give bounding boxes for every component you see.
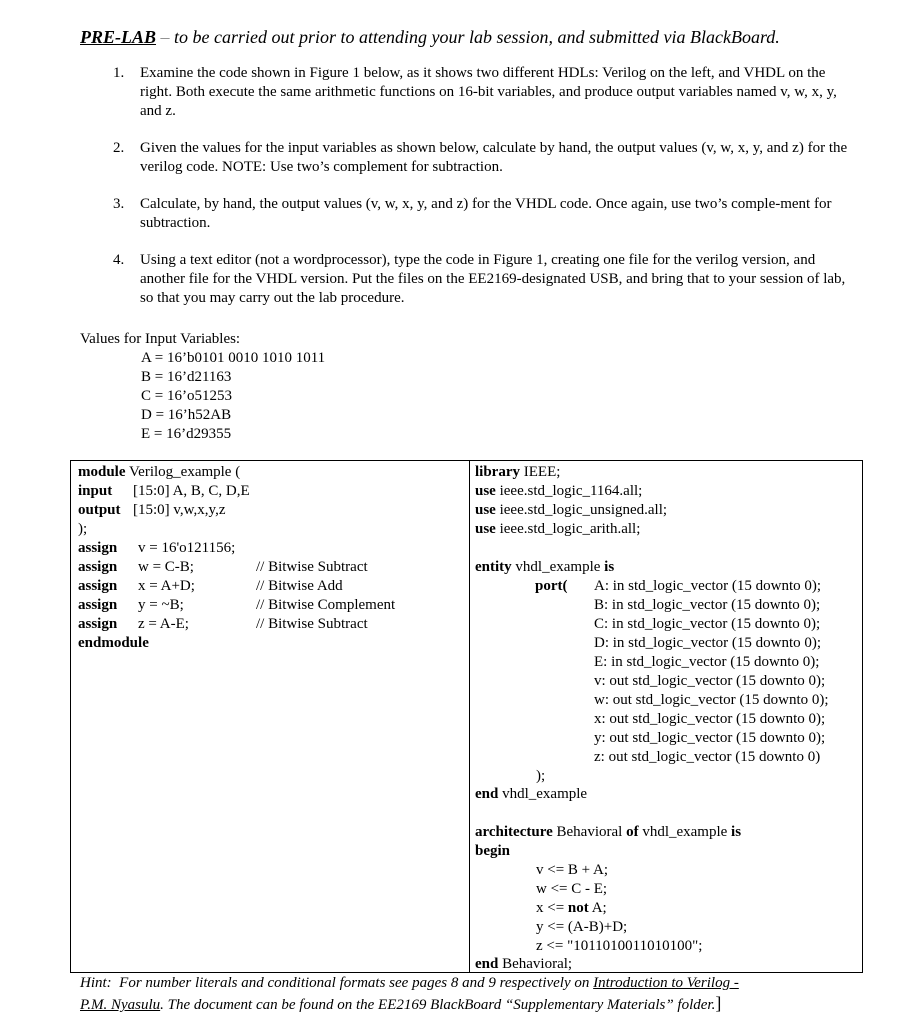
- vhdl-code-box: [469, 460, 863, 973]
- port-decl: A: in std_logic_vector (15 downto 0);: [594, 578, 822, 594]
- instruction-number: 1.: [113, 65, 125, 81]
- hint-bracket: ]: [715, 993, 722, 1013]
- port-decl: C: in std_logic_vector (15 downto 0);: [594, 616, 821, 632]
- value-item: D = 16’h52AB: [141, 407, 232, 423]
- use-package: ieee.std_logic_arith.all;: [499, 521, 641, 537]
- assign-expr: x = A+D;: [138, 578, 195, 594]
- assign-comment: // Bitwise Subtract: [256, 616, 368, 632]
- kw-module: module: [78, 464, 126, 480]
- port-decl: y: out std_logic_vector (15 downto 0);: [594, 730, 826, 746]
- kw-assign: assign: [78, 578, 118, 594]
- stmt-x: [536, 899, 607, 918]
- port-decl: v: out std_logic_vector (15 downto 0);: [594, 673, 826, 689]
- instruction-item: [80, 251, 855, 308]
- kw-is: is: [604, 559, 615, 575]
- entity-name: vhdl_example: [515, 559, 601, 575]
- vhdl-use-line: [475, 482, 642, 501]
- instruction-item: [80, 64, 855, 121]
- kw-assign: assign: [78, 616, 118, 632]
- stmt-x-rhs: A;: [591, 900, 607, 916]
- verilog-close: );: [78, 521, 88, 537]
- values-title: Values for Input Variables:: [80, 331, 241, 347]
- kw-entity: entity: [475, 559, 512, 575]
- verilog-code-box: [70, 460, 470, 973]
- assign-expr: w = C-B;: [138, 559, 194, 575]
- assign-expr: y = ~B;: [138, 597, 184, 613]
- prelab-label: PRE-LAB: [80, 27, 157, 47]
- stmt-w: w <= C - E;: [536, 881, 608, 897]
- vhdl-architecture-line: [475, 823, 741, 842]
- verilog-module-line: [78, 463, 240, 482]
- port-decl: w: out std_logic_vector (15 downto 0);: [594, 692, 829, 708]
- instruction-number: 4.: [113, 252, 125, 268]
- instruction-item: [80, 139, 855, 177]
- port-decl: x: out std_logic_vector (15 downto 0);: [594, 711, 826, 727]
- vhdl-use-line: [475, 501, 667, 520]
- verilog-input-decl: [15:0] A, B, C, D,E: [133, 483, 250, 499]
- hint-body: For number literals and conditional formats see pages 8 and 9 respectively on: [119, 975, 590, 991]
- vhdl-use-line: [475, 520, 640, 539]
- kw-use: use: [475, 483, 496, 499]
- vhdl-end-entity: [475, 785, 587, 804]
- kw-use: use: [475, 502, 496, 518]
- instruction-text: Given the values for the input variables as shown below, calculate by hand, the output values (v, w, x, y, and z) for the verilog code. NOTE: Use two’s complement for subtraction.: [140, 140, 848, 175]
- assign-expr: z = A-E;: [138, 616, 189, 632]
- hint-label: Hint:: [80, 975, 112, 991]
- kw-use: use: [475, 521, 496, 537]
- instruction-text: Calculate, by hand, the output values (v, w, x, y, and z) for the VHDL code. Once again, use two’s comple-ment for subtraction.: [140, 196, 832, 231]
- vhdl-end-arch: [475, 955, 572, 974]
- verilog-output-line: [78, 501, 121, 520]
- instructions-list: [80, 64, 855, 326]
- kw-output: output: [78, 502, 121, 518]
- assign-comment: // Bitwise Add: [256, 578, 343, 594]
- instruction-number: 3.: [113, 196, 125, 212]
- value-item: C = 16’o51253: [141, 388, 232, 404]
- verilog-output-decl: [15:0] v,w,x,y,z: [133, 502, 226, 518]
- kw-end: end: [475, 786, 499, 802]
- arch-entity: vhdl_example: [642, 824, 728, 840]
- port-decl: D: in std_logic_vector (15 downto 0);: [594, 635, 822, 651]
- port-decl: E: in std_logic_vector (15 downto 0);: [594, 654, 820, 670]
- kw-assign: assign: [78, 540, 118, 556]
- instruction-item: [80, 195, 855, 233]
- value-item: A = 16’b0101 0010 1010 1011: [141, 350, 326, 366]
- kw-end: end: [475, 956, 499, 972]
- vhdl-entity-line: [475, 558, 614, 577]
- instruction-number: 2.: [113, 140, 125, 156]
- instruction-text: Using a text editor (not a wordprocessor), type the code in Figure 1, creating one file for the verilog version, and another file for the VHDL version. Put the files on the EE2169-designated USB, and bring that to your session of lab, so that you may carry out the lab procedure.: [140, 252, 846, 306]
- use-package: ieee.std_logic_unsigned.all;: [499, 502, 668, 518]
- values-list: [141, 349, 325, 444]
- kw-assign: assign: [78, 597, 118, 613]
- kw-not: not: [567, 900, 589, 916]
- port-close: );: [536, 768, 546, 784]
- kw-is: is: [731, 824, 742, 840]
- kw-library: library: [475, 464, 520, 480]
- vhdl-library-line: [475, 463, 560, 482]
- kw-of: of: [626, 824, 639, 840]
- use-package: ieee.std_logic_1164.all;: [499, 483, 643, 499]
- stmt-z: z <= "1011010011010100";: [536, 938, 703, 954]
- kw-architecture: architecture: [475, 824, 553, 840]
- kw-endmodule: endmodule: [78, 635, 149, 651]
- hint-reference-link[interactable]: Introduction to Verilog -: [593, 975, 739, 991]
- kw-begin: begin: [475, 843, 511, 859]
- hint-body-2: . The document can be found on the EE2169 BlackBoard “Supplementary Materials” folder.: [160, 997, 716, 1013]
- assign-comment: // Bitwise Complement: [256, 597, 396, 613]
- arch-name: Behavioral: [556, 824, 623, 840]
- stmt-y: y <= (A-B)+D;: [536, 919, 628, 935]
- assign-comment: // Bitwise Subtract: [256, 559, 368, 575]
- end-arch-name: Behavioral;: [502, 956, 573, 972]
- hint-author-link[interactable]: P.M. Nyasulu: [80, 997, 161, 1013]
- kw-input: input: [78, 483, 113, 499]
- kw-assign: assign: [78, 559, 118, 575]
- kw-port: port(: [535, 578, 568, 594]
- title-subtitle: to be carried out prior to attending your lab session, and submitted via BlackBoard.: [174, 27, 780, 47]
- instruction-text: Examine the code shown in Figure 1 below, as it shows two different HDLs: Verilog on the left, and VHDL on the right. Both execute the same arithmetic functions on 16-bit variables, and produce output variables named v, w, x, y, and z.: [140, 65, 837, 119]
- stmt-v: v <= B + A;: [536, 862, 609, 878]
- hint-text: [70, 973, 860, 1015]
- assign-expr: v = 16'o121156;: [138, 540, 236, 556]
- title-dash: –: [160, 27, 170, 47]
- page-title: [80, 25, 780, 49]
- module-name: Verilog_example (: [129, 464, 241, 480]
- port-decl: z: out std_logic_vector (15 downto 0): [594, 749, 821, 765]
- stmt-x-lhs: x <=: [536, 900, 565, 916]
- end-entity-name: vhdl_example: [502, 786, 588, 802]
- value-item: E = 16’d29355: [141, 426, 232, 442]
- verilog-input-line: [78, 482, 112, 501]
- value-item: B = 16’d21163: [141, 369, 232, 385]
- port-decl: B: in std_logic_vector (15 downto 0);: [594, 597, 821, 613]
- library-name: IEEE;: [523, 464, 561, 480]
